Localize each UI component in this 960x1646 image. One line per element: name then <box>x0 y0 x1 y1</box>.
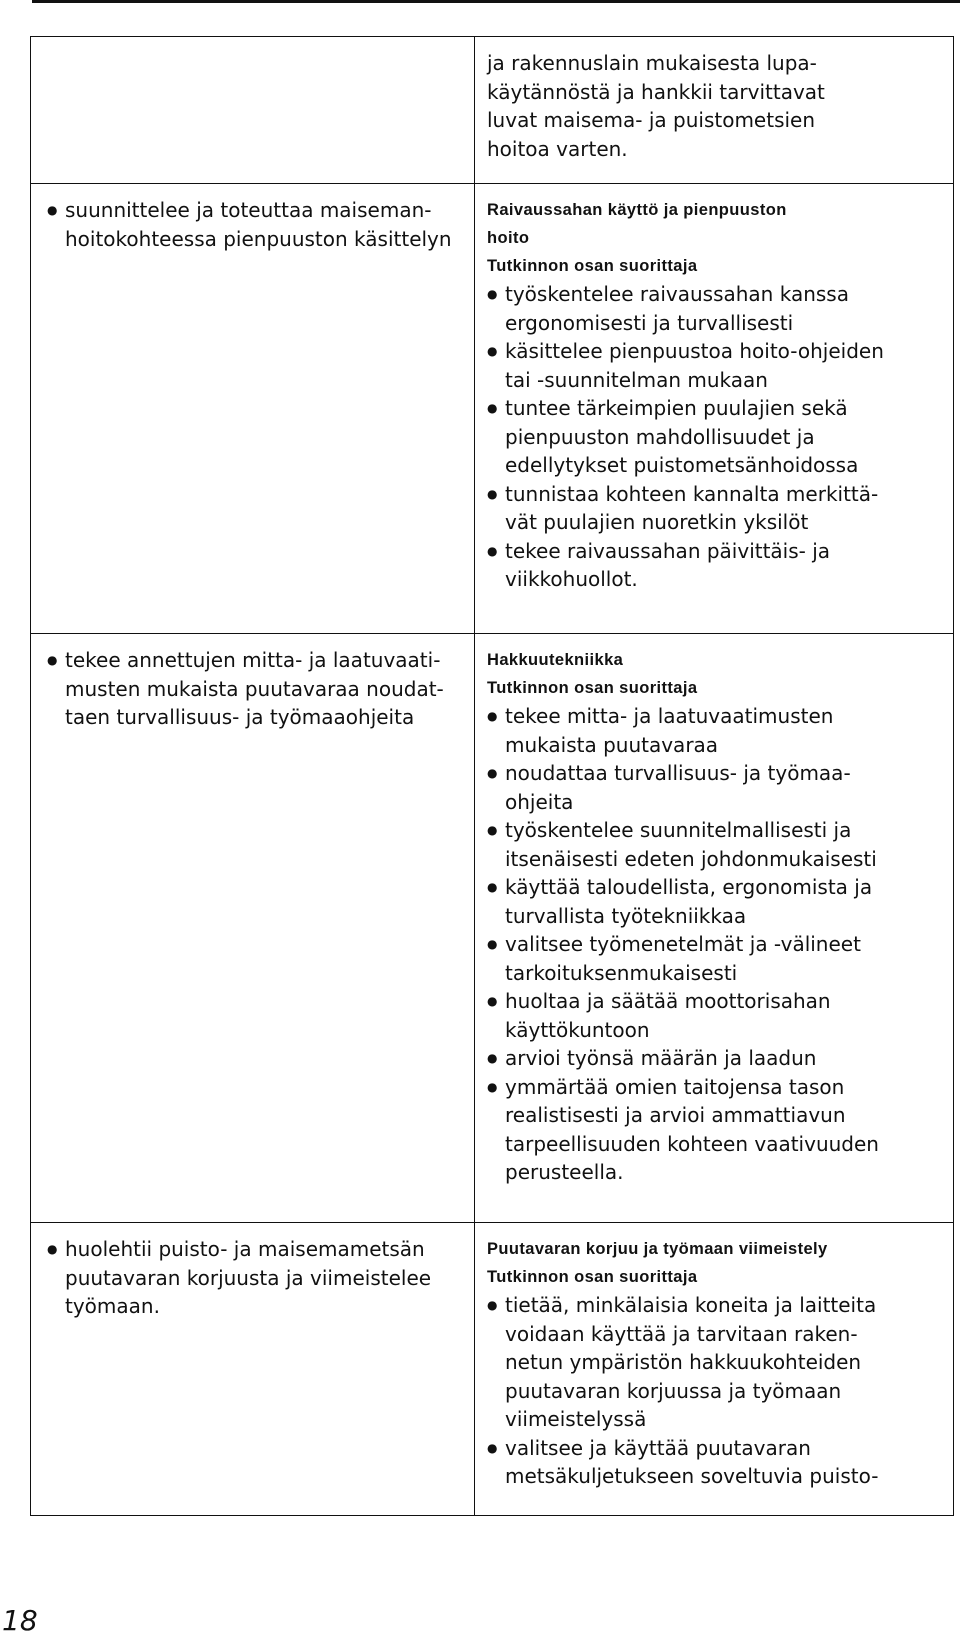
text-line: ergonomisesti ja turvallisesti <box>505 310 794 335</box>
text-line: turvallista työtekniikkaa <box>505 903 747 928</box>
text-line: vät puulajien nuoretkin yksilöt <box>505 510 809 534</box>
text-line: käytännöstä ja hankkii tarvittavat <box>487 79 825 104</box>
text-line: työmaan. <box>65 1294 160 1318</box>
text-line: ● valitsee ja käyttää puutavaran <box>505 1435 811 1460</box>
bullet-item <box>487 1073 943 1187</box>
text-line: ● huolehtii puisto- ja maisemametsän <box>65 1237 425 1261</box>
text-line: hoito <box>487 229 530 247</box>
text-line: pienpuuston mahdollisuudet ja <box>505 424 815 449</box>
text-line: ● valitsee työmenetelmät ja -välineet <box>505 932 861 956</box>
section-subheading: Tutkinnon osan suorittaja <box>487 257 698 275</box>
text-line: ● huoltaa ja säätää moottorisahan <box>505 989 831 1013</box>
section-heading <box>487 196 943 252</box>
page-number: 18 <box>2 1604 38 1637</box>
text-line: ● tekee mitta- ja laatuvaatimusten <box>505 704 834 728</box>
bullet-item <box>487 873 943 930</box>
bullet-item <box>487 702 943 759</box>
bullet-item <box>487 1291 943 1434</box>
text-line: ● tekee annettujen mitta- ja laatuvaati- <box>65 648 441 672</box>
text-line: tai -suunnitelman mukaan <box>505 367 768 392</box>
section-heading: Hakkuutekniikka <box>487 651 624 669</box>
bullet-item <box>47 1235 464 1321</box>
text-line: hoitokohteessa pienpuuston käsittelyn <box>65 226 452 251</box>
bullet-item <box>487 394 943 480</box>
text-line: ohjeita <box>505 789 574 814</box>
text-line: musten mukaista puutavaraa noudat- <box>65 676 444 701</box>
right-cell <box>475 634 954 1223</box>
text-line: edellytykset puistometsänhoidossa <box>505 453 859 477</box>
text-line: ● työskentelee suunnitelmallisesti ja <box>505 818 852 842</box>
text-line: viimeistelyssä <box>505 1407 647 1431</box>
bullet-item <box>487 280 943 337</box>
right-cell <box>475 184 954 634</box>
text-line: viikkohuollot. <box>505 567 638 591</box>
criteria-table <box>30 36 954 1516</box>
text-line: netun ympäristön hakkuukohteiden <box>505 1350 862 1374</box>
left-cell <box>31 184 475 634</box>
text-line: hoitoa varten. <box>487 136 628 161</box>
bullet-item <box>487 480 943 537</box>
table-row <box>31 1223 954 1516</box>
text-line: ● suunnittelee ja toteuttaa maiseman- <box>65 198 432 222</box>
text-line: käyttökuntoon <box>505 1017 650 1042</box>
right-cell <box>475 1223 954 1516</box>
left-cell <box>31 1223 475 1516</box>
right-cell <box>475 37 954 184</box>
text-line: ja rakennuslain mukaisesta lupa- <box>487 51 817 75</box>
table-row <box>31 37 954 184</box>
text-line: mukaista puutavaraa <box>505 732 719 757</box>
section-subheading: Tutkinnon osan suorittaja <box>487 679 698 697</box>
bullet-item <box>487 337 943 394</box>
bullet-item <box>487 930 943 987</box>
text-line: tarpeellisuuden kohteen vaativuuden <box>505 1131 879 1156</box>
bullet-item <box>47 646 464 732</box>
text-line: ● noudattaa turvallisuus- ja työmaa- <box>505 761 851 785</box>
left-cell <box>31 634 475 1223</box>
text-line: itsenäisesti edeten johdonmukaisesti <box>505 846 877 871</box>
bullet-item <box>487 537 943 594</box>
left-cell <box>31 37 475 184</box>
text-line: metsäkuljetukseen soveltuvia puisto- <box>505 1464 879 1488</box>
bullet-item <box>487 1044 943 1073</box>
text-line: Raivaussahan käyttö ja pienpuuston <box>487 201 787 219</box>
text-line: realistisesti ja arvioi ammattiavun <box>505 1103 846 1127</box>
bullet-item <box>487 987 943 1044</box>
text-line: ● tietää, minkälaisia koneita ja laitteita <box>505 1293 877 1317</box>
table-row <box>31 184 954 634</box>
bullet-item <box>487 759 943 816</box>
text-line: tarkoituksenmukaisesti <box>505 960 738 985</box>
section-subheading: Tutkinnon osan suorittaja <box>487 1268 698 1286</box>
text-line: luvat maisema- ja puistometsien <box>487 108 816 132</box>
bullet-item <box>487 1434 943 1491</box>
text-line: ● työskentelee raivaussahan kanssa <box>505 282 849 306</box>
text-line: taen turvallisuus- ja työmaaohjeita <box>65 705 415 729</box>
text-line: ● arvioi työnsä määrän ja laadun <box>505 1046 817 1070</box>
text-line: puutavaran korjuussa ja työmaan <box>505 1378 842 1403</box>
text-line: ● tunnistaa kohteen kannalta merkittä- <box>505 481 879 506</box>
text-line: ● käyttää taloudellista, ergonomista ja <box>505 875 873 899</box>
text-line: voidaan käyttää ja tarvitaan raken- <box>505 1321 858 1346</box>
text-line: puutavaran korjuusta ja viimeistelee <box>65 1265 432 1290</box>
text-line: ● tuntee tärkeimpien puulajien sekä <box>505 396 848 420</box>
table-row <box>31 634 954 1223</box>
bullet-item <box>487 816 943 873</box>
text-line: ● käsittelee pienpuustoa hoito-ohjeiden <box>505 339 884 363</box>
section-heading: Puutavaran korjuu ja työmaan viimeistely <box>487 1240 828 1258</box>
bullet-item <box>47 196 464 253</box>
text-line: ● tekee raivaussahan päivittäis- ja <box>505 538 831 563</box>
top-rule <box>32 0 960 3</box>
text-line: ● ymmärtää omien taitojensa tason <box>505 1074 845 1099</box>
continuation-text <box>487 49 943 163</box>
text-line: perusteella. <box>505 1160 624 1184</box>
